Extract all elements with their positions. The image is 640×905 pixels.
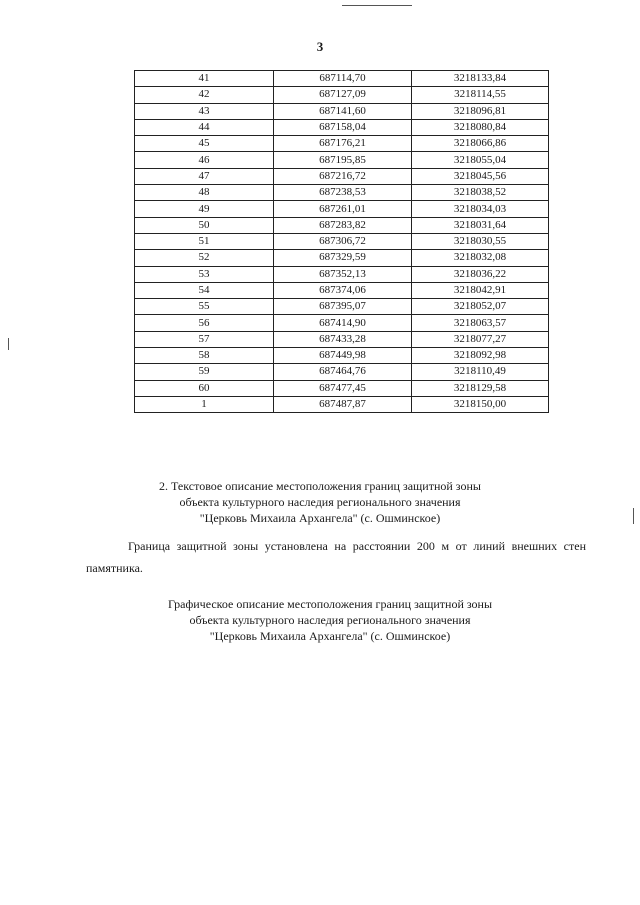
table-row [135,185,549,201]
graphic-description-title-line3: "Церковь Михаила Архангела" (с. Ошминское) [209,629,451,643]
y-coordinate-cell: 3218031,64 [412,217,549,233]
scan-left-edge-mark [8,338,9,350]
y-coordinate-cell: 3218133,84 [412,71,549,87]
x-coordinate-cell: 687114,70 [274,71,412,87]
point-number-cell: 54 [135,282,274,298]
x-coordinate-cell: 687414,90 [274,315,412,331]
point-number-cell: 60 [135,380,274,396]
point-number-cell: 45 [135,136,274,152]
table-row [135,87,549,103]
point-number-cell: 50 [135,217,274,233]
table-row [135,217,549,233]
table-row [135,315,549,331]
point-number-cell: 1 [135,396,274,412]
point-number-cell: 58 [135,348,274,364]
point-number-cell: 44 [135,119,274,135]
table-row [135,152,549,168]
x-coordinate-cell: 687374,06 [274,282,412,298]
x-coordinate-cell: 687464,76 [274,364,412,380]
x-coordinate-cell: 687127,09 [274,87,412,103]
x-coordinate-cell: 687352,13 [274,266,412,282]
point-number-cell: 52 [135,250,274,266]
x-coordinate-cell: 687395,07 [274,299,412,315]
table-row [135,364,549,380]
boundary-paragraph-line2: памятника. [86,561,143,575]
x-coordinate-cell: 687477,45 [274,380,412,396]
x-coordinate-cell: 687176,21 [274,136,412,152]
table-row [135,136,549,152]
boundary-paragraph [86,535,586,579]
point-number-cell: 57 [135,331,274,347]
x-coordinate-cell: 687329,59 [274,250,412,266]
coordinates-table-body [135,71,549,413]
table-row [135,233,549,249]
table-row [135,299,549,315]
boundary-paragraph-line1: Граница защитной зоны установлена на расстоянии 200 м от линий внешних стен [128,539,586,553]
y-coordinate-cell: 3218129,58 [412,380,549,396]
y-coordinate-cell: 3218092,98 [412,348,549,364]
y-coordinate-cell: 3218110,49 [412,364,549,380]
table-row [135,331,549,347]
x-coordinate-cell: 687433,28 [274,331,412,347]
x-coordinate-cell: 687216,72 [274,168,412,184]
x-coordinate-cell: 687238,53 [274,185,412,201]
table-row [135,282,549,298]
x-coordinate-cell: 687449,98 [274,348,412,364]
text-description-title-line3: "Церковь Михаила Архангела" (с. Ошминское) [199,511,441,525]
text-description-heading [0,478,640,526]
point-number-cell: 59 [135,364,274,380]
point-number-cell: 55 [135,299,274,315]
point-number-cell: 53 [135,266,274,282]
table-row [135,71,549,87]
y-coordinate-cell: 3218066,86 [412,136,549,152]
table-row [135,348,549,364]
y-coordinate-cell: 3218096,81 [412,103,549,119]
point-number-cell: 56 [135,315,274,331]
scan-top-mark [342,5,412,6]
point-number-cell: 51 [135,233,274,249]
coordinates-table [134,70,549,413]
y-coordinate-cell: 3218052,07 [412,299,549,315]
y-coordinate-cell: 3218038,52 [412,185,549,201]
y-coordinate-cell: 3218036,22 [412,266,549,282]
y-coordinate-cell: 3218077,27 [412,331,549,347]
table-row [135,119,549,135]
x-coordinate-cell: 687487,87 [274,396,412,412]
x-coordinate-cell: 687283,82 [274,217,412,233]
point-number-cell: 49 [135,201,274,217]
point-number-cell: 47 [135,168,274,184]
graphic-description-title-line2: объекта культурного наследия регионального значения [189,613,471,627]
y-coordinate-cell: 3218042,91 [412,282,549,298]
x-coordinate-cell: 687306,72 [274,233,412,249]
graphic-description-title-line1: Графическое описание местоположения границ защитной зоны [167,597,493,611]
table-row [135,250,549,266]
table-row [135,168,549,184]
table-row [135,103,549,119]
table-row [135,396,549,412]
point-number-cell: 43 [135,103,274,119]
table-row [135,266,549,282]
y-coordinate-cell: 3218114,55 [412,87,549,103]
table-row [135,380,549,396]
y-coordinate-cell: 3218080,84 [412,119,549,135]
point-number-cell: 42 [135,87,274,103]
y-coordinate-cell: 3218045,56 [412,168,549,184]
x-coordinate-cell: 687195,85 [274,152,412,168]
point-number-cell: 48 [135,185,274,201]
page-number: 3 [316,39,324,54]
text-description-title-line2: объекта культурного наследия регионального значения [179,495,461,509]
point-number-cell: 46 [135,152,274,168]
y-coordinate-cell: 3218150,00 [412,396,549,412]
point-number-cell: 41 [135,71,274,87]
graphic-description-heading [10,596,640,644]
y-coordinate-cell: 3218034,03 [412,201,549,217]
y-coordinate-cell: 3218030,55 [412,233,549,249]
x-coordinate-cell: 687261,01 [274,201,412,217]
x-coordinate-cell: 687141,60 [274,103,412,119]
y-coordinate-cell: 3218063,57 [412,315,549,331]
y-coordinate-cell: 3218032,08 [412,250,549,266]
y-coordinate-cell: 3218055,04 [412,152,549,168]
table-row [135,201,549,217]
text-description-title-line1: 2. Текстовое описание местоположения границ защитной зоны [159,479,481,493]
x-coordinate-cell: 687158,04 [274,119,412,135]
